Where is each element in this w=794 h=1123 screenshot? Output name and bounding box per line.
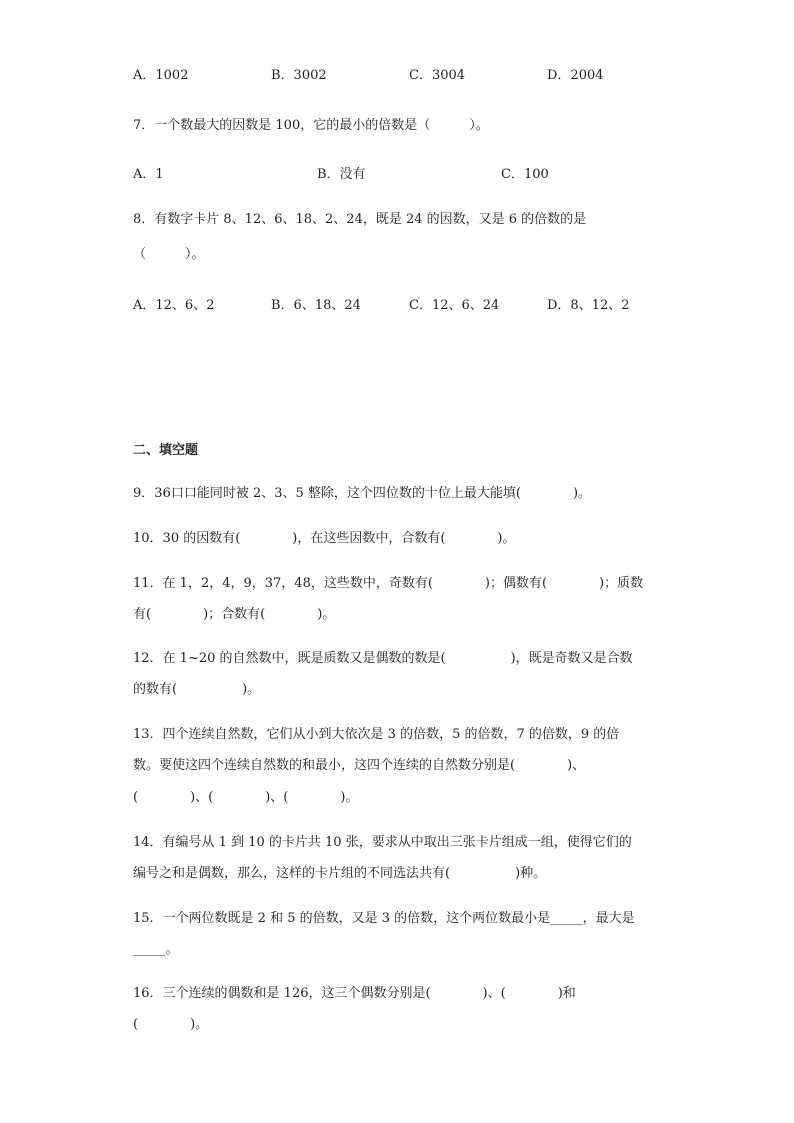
q8-option-d: D．8、12、2 bbox=[547, 298, 630, 313]
q7-option-c: C．100 bbox=[501, 167, 549, 182]
q8-option-b: B．6、18、24 bbox=[271, 298, 361, 313]
q8-option-a: A．12、6、2 bbox=[133, 298, 215, 313]
q6-option-d: D．2004 bbox=[547, 68, 604, 83]
q8-text-line2: （ ）。 bbox=[133, 247, 205, 262]
q15-text-line1: 15．一个两位数既是 2 和 5 的倍数，又是 3 的倍数，这个两位数最小是_____，最大是 bbox=[133, 911, 635, 926]
q7-text: 7．一个数最大的因数是 100，它的最小的倍数是（ ）。 bbox=[133, 118, 489, 133]
q10-text: 10．30 的因数有( )，在这些因数中，合数有( )。 bbox=[133, 531, 516, 546]
q14-text-line2: 编号之和是偶数，那么，这样的卡片组的不同选法共有( )种。 bbox=[133, 866, 547, 881]
q11-text-line1: 11．在 1，2，4，9，37，48，这些数中，奇数有( )；偶数有( )；质数 bbox=[133, 576, 644, 591]
q13-text-line3: ( )、( )、( )。 bbox=[133, 790, 359, 805]
q6-option-c: C．3004 bbox=[409, 68, 466, 83]
q15-text-line2: _____。 bbox=[133, 942, 179, 957]
q13-text-line1: 13．四个连续自然数，它们从小到大依次是 3 的倍数，5 的倍数，7 的倍数，9 的倍 bbox=[133, 727, 620, 742]
q7-option-a: A．1 bbox=[133, 167, 164, 182]
q6-option-a: A．1002 bbox=[133, 68, 189, 83]
section-heading-fill-in: 二、填空题 bbox=[133, 443, 199, 458]
q9-text: 9．36口口能同时被 2、3、5 整除，这个四位数的十位上最大能填( )。 bbox=[133, 486, 592, 501]
q6-option-b: B．3002 bbox=[271, 68, 327, 83]
q13-text-line2: 数。要使这四个连续自然数的和最小，这四个连续的自然数分别是( )、 bbox=[133, 758, 586, 773]
q11-text-line2: 有( )；合数有( )。 bbox=[133, 607, 336, 622]
q12-text-line1: 12．在 1~20 的自然数中，既是质数又是偶数的数是( )，既是奇数又是合数 bbox=[133, 651, 633, 666]
q8-text-line1: 8．有数字卡片 8、12、6、18、2、24，既是 24 的因数，又是 6 的倍数的是 bbox=[133, 212, 587, 227]
q16-text-line1: 16．三个连续的偶数和是 126，这三个偶数分别是( )、( )和 bbox=[133, 986, 576, 1001]
q12-text-line2: 的数有( )。 bbox=[133, 682, 261, 697]
q7-option-b: B．没有 bbox=[317, 167, 366, 182]
q14-text-line1: 14．有编号从 1 到 10 的卡片共 10 张，要求从中取出三张卡片组成一组，使得它们的 bbox=[133, 835, 632, 850]
q16-text-line2: ( )。 bbox=[133, 1017, 209, 1032]
q8-option-c: C．12、6、24 bbox=[409, 298, 500, 313]
